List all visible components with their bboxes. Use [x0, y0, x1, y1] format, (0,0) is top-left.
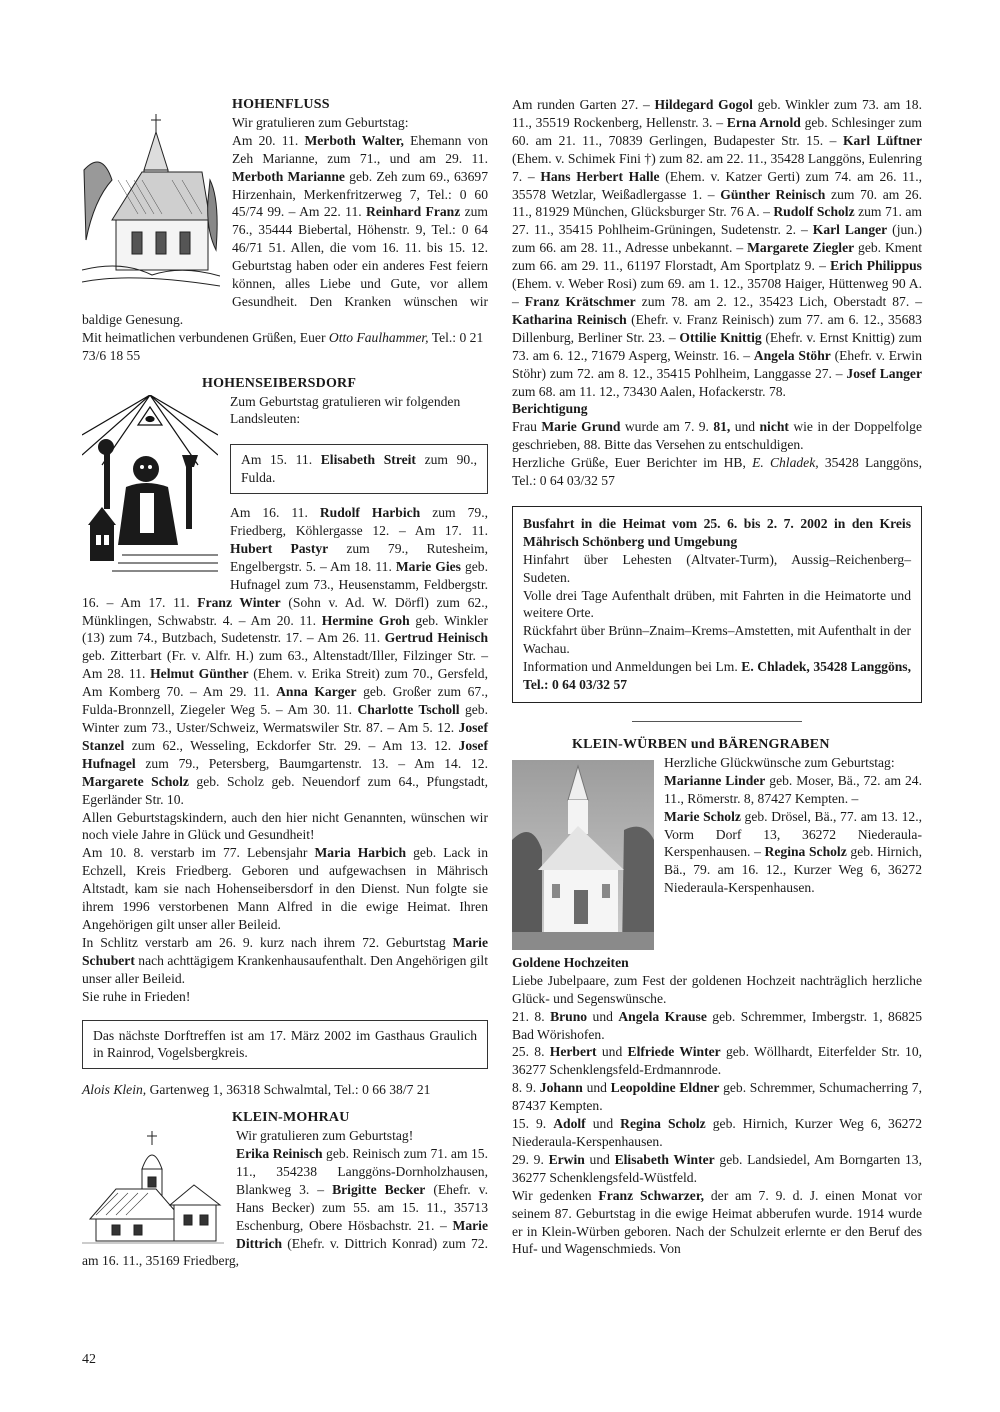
- hohenseibersdorf-wishes: Allen Geburtstagskindern, auch den hier nicht Genannten, wünschen wir noch viele Jahre in Glück und Gesundheit!: [82, 809, 488, 843]
- klein-mohrau-intro: Wir gratulieren zum Geburtstag!: [236, 1128, 414, 1144]
- section-hohenseibersdorf: [82, 375, 488, 1100]
- chladek-greeting: Herzliche Grüße, Euer Berichter im HB, E. Chladek, 35428 Langgöns, Tel.: 0 64 03/32 57: [512, 455, 922, 489]
- chapel-photo-image: [512, 760, 654, 950]
- klein-wuerben-intro: Herzliche Glückwünsche zum Geburtstag:: [664, 754, 895, 770]
- bus-trip-line-4: Information und Anmeldungen bei Lm. E. Chladek, 35428 Langgöns, Tel.: 0 64 03/32 57: [523, 659, 911, 693]
- hohenseibersdorf-signature: Alois Klein, Gartenweg 1, 36318 Schwalmtal, Tel.: 0 66 38/7 21: [82, 1082, 431, 1098]
- church-engraving-image: [82, 110, 220, 290]
- correction-text: Frau Marie Grund wurde am 7. 9. 81, und nicht wie in der Doppelfolge geschrieben, 88. Bitte das Versehen zu entschuldigen.: [512, 419, 922, 453]
- section-klein-mohrau: [82, 1109, 488, 1270]
- golden-wedding-intro: Liebe Jubelpaare, zum Fest der goldenen Hochzeit nachträglich herzliche Glück- und Segenswünsche.: [512, 972, 922, 1006]
- streit-box: [230, 444, 488, 494]
- page-number: 42: [82, 1352, 96, 1367]
- correction-title: Berichtigung: [512, 401, 588, 417]
- golden-wedding-entry: 8. 9. Johann und Leopoldine Eldner geb. Schremmer, Schumacherring 7, 87437 Kempten.: [512, 1080, 922, 1114]
- hohenfluss-title: HOHENFLUSS: [232, 97, 330, 112]
- linder-entry: Marianne Linder geb. Moser, Bä., 72. am 24. 11., Römerstr. 8, 87427 Kempten. –: [664, 772, 922, 806]
- obituary-marie-schubert: In Schlitz verstarb am 26. 9. kurz nach ihrem 72. Geburtstag Marie Schubert nach achttägigem Krankenhausaufenthalt. Den Angehörigen gilt unser aller Beileid.: [82, 934, 488, 986]
- golden-wedding-entry: 29. 9. Erwin und Elisabeth Winter geb. Landsiedel, Am Borngarten 13, 36277 Schenklengsfeld-Wüstfeld.: [512, 1151, 922, 1185]
- scholz-entries: Marie Scholz geb. Drösel, Bä., 77. am 13. 12., Vorm Dorf 13, 36272 Niederaula-Kerspenhausen. – Regina Scholz geb. Hirnich, Bä., 79. am 16. 12., Kurzer Weg 6, 36272 Niederaula-Kerspenhausen.: [664, 808, 922, 896]
- section-divider: [632, 721, 802, 722]
- bus-trip-line-1: Hinfahrt über Lehesten (Altvater-Turm), Aussig–Reichenberg–Sudeten.: [523, 551, 911, 585]
- hohenseibersdorf-body: Am 16. 11. Rudolf Harbich zum 79., Friedberg, Köhlergasse 12. – Am 17. 11. Hubert Pastyr zum 79., Rutesheim, Engelbergstr. 5. – Am 18. 11. Marie Gies geb. Hufnagel zum 73., Heusenstamm, Feldbergstr. 16. – Am 17. 11. Franz Winter (Sohn v. Ad. W. Dörfl) zum 62., Münklingen, Schwabstr. 4. – Am 20. 11. Hermine Groh geb. Winkler (13) zum 74., Butzbach, Sudetenstr. 17. – Am 26. 11. Gertrud Heinisch geb. Zitterbart (Fr. v. Alfr. H.) zum 63., Altenstadt/Iller, Filzinger Str. – Am 28. 11. Helmut Günther (Ehem. v. Erika Streit) zum 70., Gersfeld, Am Komberg 70. – Am 29. 11. Anna Karger geb. Großer zum 67., Fulda-Bronnzell, Ziegeler Weg 5. – Am 30. 11. Charlotte Tscholl geb. Winter zum 73., Uster/Schweiz, Wermatswiler Str. 87. – Am 5. 12. Josef Stanzel zum 62., Wesseling, Eckdorfer Str. 29. – Am 13. 12. Josef Hufnagel zum 79., Petersberg, Baumgartenstr. 13. – Am 14. 12. Margarete Scholz geb. Scholz geb. Neuendorf zum 64., Pfungstadt, Egerländer Str. 10.: [82, 505, 489, 807]
- dorftreffen-text: Das nächste Dorftreffen ist am 17. März 2002 im Gasthaus Graulich in Rainrod, Vogelsbergkreis.: [93, 1027, 477, 1061]
- golden-wedding-entry: 21. 8. Bruno und Angela Krause geb. Schremmer, Imbergstr. 1, 86825 Bad Wörishofen.: [512, 1008, 923, 1042]
- hohenfluss-closing: Mit heimatlichen verbundenen Grüßen, Euer Otto Faulhammer, Tel.: 0 21 73/6 18 55: [82, 329, 484, 363]
- saint-woodcut-image: [82, 395, 218, 577]
- golden-wedding-list: [512, 1008, 922, 1187]
- memorial-schwarzer: Wir gedenken Franz Schwarzer, der am 7. 9. d. J. einen Monat vor seinem 87. Geburtstag in die ewige Heimat abberufen wurde. 1914 wurde er in Klein-Würben geboren. Nach der Schulzeit erlernte er den Beruf des Huf- und Wagenschmieds. Von: [512, 1187, 922, 1257]
- golden-wedding-entry: 15. 9. Adolf und Regina Scholz geb. Hirnich, Kurzer Weg 6, 36272 Niederaula-Kerspenhausen.: [512, 1116, 923, 1149]
- bus-trip-line-3: Rückfahrt über Brünn–Znaim–Krems–Amstetten, mit Aufenthalt in der Wachau.: [523, 623, 911, 657]
- village-church-icon: [82, 1129, 224, 1247]
- klein-mohrau-body: Erika Reinisch geb. Reinisch zum 71. am 15. 11., 354238 Langgöns-Dornholzhausen, Blankweg 3. – Brigitte Becker (Ehefr. v. Hans Becker) zum 55. am 15. 11., 35713 Eschenburg, Obere Hösbachstr. 21. – Marie Dittrich (Ehefr. v. Dittrich Konrad) zum 72. am 16. 11., 35169 Friedberg,: [82, 1146, 489, 1269]
- klein-mohrau-continuation: Am runden Garten 27. – Hildegard Gogol geb. Winkler zum 73. am 18. 11., 35519 Rockenberg, Hellenstr. 3. – Erna Arnold geb. Schlesinger zum 60. am 21. 11., 70839 Gerlingen, Budapester Str. 15. – Karl Lüftner (Ehem. v. Schimek Fini †) zum 82. am 22. 11., 35428 Langgöns, Eulenring 7. – Hans Herbert Halle (Ehem. v. Katzer Gerti) zum 74. am 26. 11., 35578 Wetzlar, Weißadlergasse 1. – Günther Reinisch zum 70. am 26. 11., 81929 München, Glücksburger Str. 76 A. – Rudolf Scholz zum 71. am 27. 11., 35415 Pohlheim-Grüningen, Sudetenstr. 2. – Karl Langer (jun.) zum 66. am 28. 11., Adresse unbekannt. – Margarete Ziegler geb. Kment zum 66. am 29. 11., 61197 Florstadt, Am Sportplatz 9. – Erich Philippus (Ehem. v. Weber Rosi) zum 69. am 1. 12., 35708 Haiger, Hüttenweg 90 A. – Franz Krätschmer zum 78. am 2. 12., 35423 Lich, Oberstadt 87. – Katharina Reinisch (Ehefr. v. Franz Reinisch) zum 77. am 6. 12., 35683 Dillenburg, Berliner Str. 23. – Ottilie Knittig (Ehefr. v. Ernst Knittig) zum 73. am 6. 12., 71679 Asperg, Weinstr. 16. – Angela Stöhr (Ehefr. v. Erwin Stöhr) zum 72. am 8. 12., 35415 Pohlheim, Langgasse 27. – Josef Langer zum 68. am 11. 12., 73430 Aalen, Hofackerstr. 78.: [512, 97, 923, 399]
- saint-woodcut-icon: [82, 395, 218, 577]
- streit-box-text: Am 15. 11. Elisabeth Streit zum 90., Fulda.: [241, 452, 478, 486]
- golden-wedding-entry: 25. 8. Herbert und Elfriede Winter geb. Wöllhardt, Eiterfelder Str. 10, 36277 Schenklengsfeld-Erdmannrode.: [512, 1044, 923, 1078]
- village-church-image: [82, 1129, 224, 1247]
- section-hohenfluss: [82, 96, 488, 365]
- hohenfluss-intro: Wir gratulieren zum Geburtstag:: [232, 114, 409, 130]
- klein-wuerben-title: KLEIN-WÜRBEN und BÄRENGRABEN: [572, 737, 830, 752]
- golden-wedding-title: Goldene Hochzeiten: [512, 954, 629, 970]
- church-engraving-icon: [82, 110, 220, 290]
- section-klein-wuerben: [512, 736, 922, 1258]
- obituary-maria-harbich: Am 10. 8. verstarb im 77. Lebensjahr Maria Harbich geb. Lack in Echzell, Kreis Friedberg. Geboren und aufgewachsen in Mährisch Altstadt, kam sie nach Hohenseibersdorf in den Dienst. Nun folgte sie ihrem 1996 verstorbenen Mann Alfred in die ewige Heimat. Ihren Angehörigen gilt unser aller Beileid.: [82, 845, 488, 932]
- klein-mohrau-title: KLEIN-MOHRAU: [232, 1110, 350, 1126]
- hohenseibersdorf-intro: Zum Geburtstag gratulieren wir folgenden Landsleuten:: [230, 393, 461, 427]
- bus-trip-line-2: Volle drei Tage Aufenthalt drüben, mit Fahrten in die Heimatorte und weitere Orte.: [523, 587, 911, 621]
- bus-trip-title: Busfahrt in die Heimat vom 25. 6. bis 2. 7. 2002 in den Kreis Mährisch Schönberg und Umgebung: [523, 515, 911, 549]
- hohenfluss-body: Am 20. 11. Merboth Walter, Ehemann von Zeh Marianne, zum 71., und am 29. 11. Merboth Marianne geb. Zeh zum 69., 63697 Hirzenhain, Merkenfritzerweg 7, Tel.: 0 60 45/74 99. – Am 22. 11. Reinhard Franz zum 76., 35444 Biebertal, Höhenstr. 9, Tel.: 0 64 46/71 51. Allen, die vom 16. 11. bis 15. 12. Geburtstag haben oder ein anderes Fest feiern können, alles Liebe und Gute, vor allem Gesundheit. Den Kranken wünschen wir baldige Genesung.: [82, 132, 489, 327]
- dorftreffen-box: [82, 1020, 488, 1070]
- hohenseibersdorf-title: HOHENSEIBERSDORF: [202, 375, 357, 391]
- right-column: [512, 96, 922, 1258]
- chapel-photo-icon: [512, 760, 654, 950]
- rip-line: Sie ruhe in Frieden!: [82, 988, 191, 1004]
- left-column: [82, 96, 488, 1270]
- bus-trip-box: [512, 506, 922, 703]
